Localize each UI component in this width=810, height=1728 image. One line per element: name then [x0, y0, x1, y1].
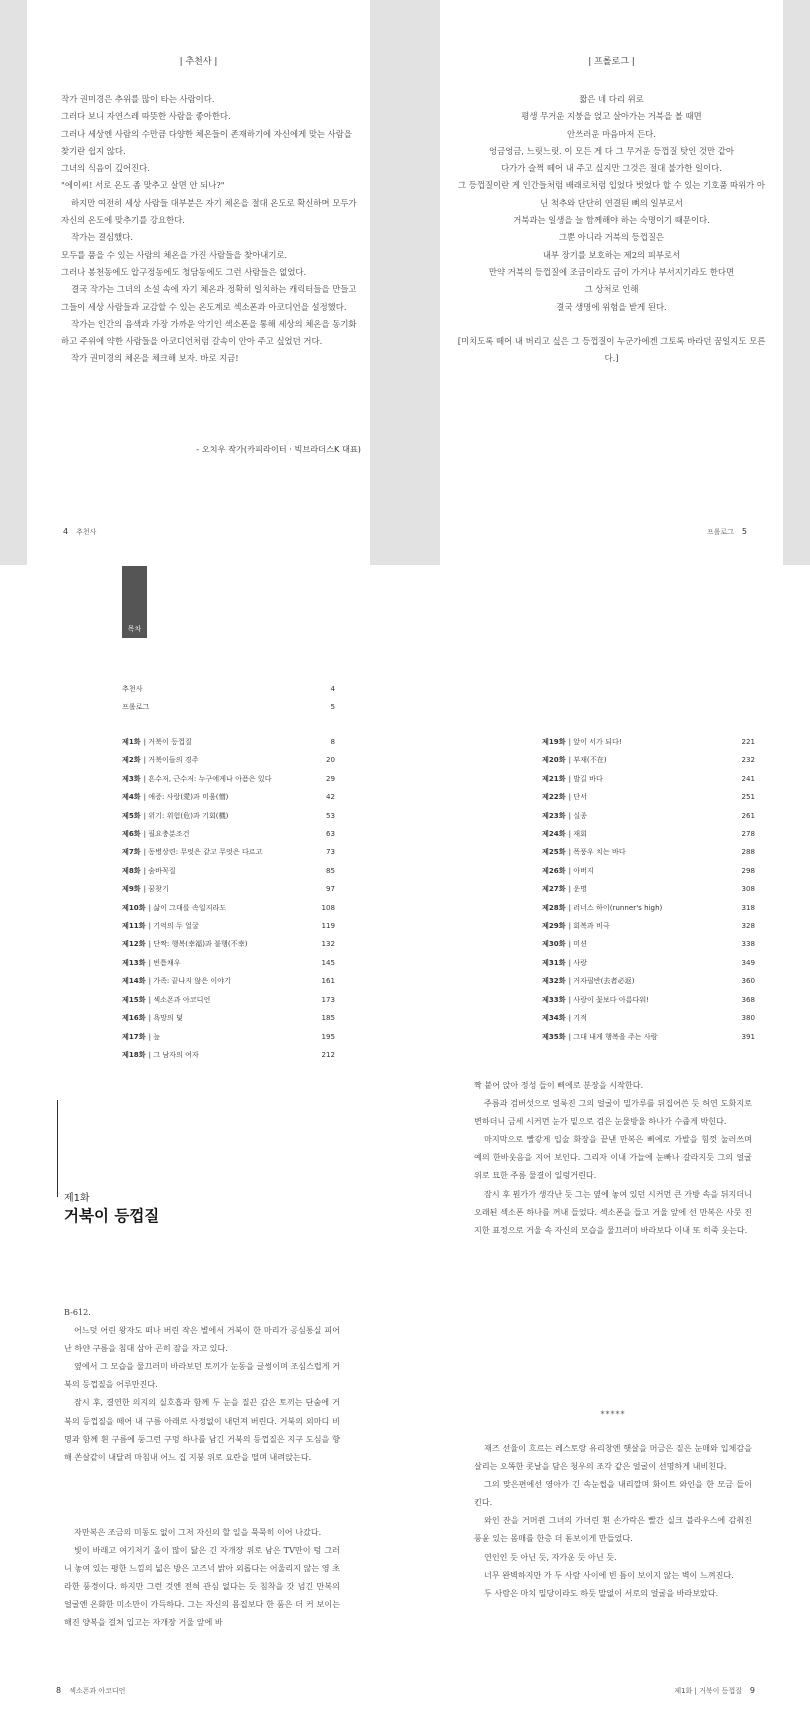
toc-page: 185 [321, 1013, 335, 1023]
toc-row[interactable] [542, 1009, 755, 1027]
toc-chapter-number: 제6화 [122, 829, 141, 839]
line: 결국 생명에 위험을 받게 된다. [556, 301, 667, 312]
toc-chapter-number: 제7화 [122, 847, 141, 857]
toc-row[interactable] [542, 751, 755, 769]
toc-page: 173 [321, 994, 335, 1004]
toc-chapter-number: 제35화 [542, 1031, 566, 1041]
running-head: 프롤로그 [706, 528, 734, 536]
toc-title [542, 991, 741, 1009]
toc-page: 145 [321, 957, 335, 967]
paragraph: 두 사람은 마치 밀당이라도 하듯 말없이 서로의 얼굴을 바라보았다. [484, 1587, 719, 1598]
toc-row[interactable] [122, 1028, 335, 1046]
paragraph: 작가 권미경은 추위를 많이 타는 사람이다. [61, 94, 215, 104]
toc-row[interactable] [542, 991, 755, 1009]
toc-chapter-title: | 흔수저, 근수저: 누구에게나 아픔은 있다 [143, 773, 272, 783]
paragraph: 그러나 세상엔 사람의 수만큼 다양한 체온들이 존재하기에 자신에게 맞는 사람을 찾기란 쉽지 않다. [61, 128, 352, 156]
toc-title [122, 788, 326, 806]
toc-row[interactable] [122, 935, 335, 953]
toc-title [122, 733, 330, 751]
toc-chapter-number: 제9화 [122, 884, 141, 894]
toc-chapter-number: 제4화 [122, 792, 141, 802]
toc-title [122, 935, 321, 953]
toc-row[interactable] [122, 825, 335, 843]
folio [674, 1686, 755, 1696]
toc-page: 42 [325, 792, 335, 802]
paragraph: 짝 붙어 앉아 정성 들이 삐에로 분장을 시작한다. [474, 1080, 644, 1090]
toc-title [122, 825, 326, 843]
toc-chapter-title: | 그대 내게 행복을 주는 사람 [568, 1031, 658, 1041]
toc-page: 97 [325, 884, 335, 894]
toc-title [122, 899, 321, 917]
toc-title: 추천사 [122, 684, 143, 693]
toc-chapter-number: 제24화 [542, 829, 566, 839]
toc-page: 232 [741, 755, 755, 765]
toc-chapter-title: | 기억의 두 얼굴 [148, 921, 199, 931]
toc-page: 195 [321, 1031, 335, 1041]
toc-chapter-number: 제10화 [122, 902, 146, 912]
toc-row[interactable] [542, 972, 755, 990]
toc-row[interactable] [542, 862, 755, 880]
toc-page: 318 [741, 902, 755, 912]
toc-row[interactable] [542, 788, 755, 806]
paragraph: 그녀의 식음이 깊어진다. [61, 163, 150, 174]
toc-chapter-number: 제21화 [542, 773, 566, 783]
toc-chapter-title: | 그 남자의 여자 [148, 1049, 199, 1059]
toc-row[interactable] [122, 1009, 335, 1027]
toc-chapter-title: | 사랑 [568, 957, 587, 967]
toc-title [122, 972, 321, 990]
paragraph: 어느덧 어린 왕자도 떠나 버린 작은 별에서 거북이 한 마리가 공심통실 피어난 하얀 구름을 침대 삼아 곤히 잠을 자고 있다. [64, 1325, 340, 1354]
toc-chapter-title: | 재회 [568, 829, 587, 839]
paragraph: 작가 권미경의 체온을 체크해 보자. 바로 지금! [71, 353, 239, 364]
toc-page: 360 [741, 976, 755, 986]
toc-row[interactable] [122, 899, 335, 917]
toc-row[interactable] [542, 954, 755, 972]
toc-chapter-title: | 거북이들의 경주 [143, 755, 199, 765]
toc-page: 85 [325, 865, 335, 875]
toc-row[interactable] [122, 1046, 335, 1064]
toc-row[interactable] [542, 917, 755, 935]
paragraph: 잠시 후, 결연한 의지의 실호흡과 함께 두 눈을 질끈 감은 토끼는 단숨에 거북의 등껍질을 떼어 내 구름 아래로 사정없이 내던져 버린다. 거북의 외마디 비명과 함께 흰 구름에 둥그런 구멍 하나를 남긴 거북의 등껍질은 지구 도심을 향해 쏜살같이 내달려 마침내 어느 집 지붕 위로 요란을 떨며 내려앉는다. [64, 1397, 340, 1462]
toc-row[interactable] [122, 788, 335, 806]
paragraph: 그러다 보니 자연스레 따뜻한 사람을 좋아한다. [61, 111, 231, 122]
toc-row[interactable] [122, 807, 335, 825]
toc-chapter-title: | 실종 [568, 810, 587, 820]
toc-row[interactable] [122, 917, 335, 935]
toc-title [542, 972, 741, 990]
toc-page: 349 [741, 957, 755, 967]
line: 짧은 네 다리 위로 [579, 94, 644, 104]
toc-page: 8 [330, 737, 335, 746]
toc-page: 221 [741, 737, 755, 746]
toc-page: 288 [741, 847, 755, 857]
toc-chapter-title: | 단서 [568, 792, 587, 802]
toc-page: 261 [741, 810, 755, 820]
toc-chapter-number: 제30화 [542, 939, 566, 949]
toc-title [542, 770, 741, 788]
toc-title [122, 770, 326, 788]
toc-row[interactable] [542, 899, 755, 917]
toc-page: 4 [330, 684, 335, 693]
toc-chapter-title: | 가족: 끝나지 않은 이야기 [148, 976, 231, 986]
toc-page: 119 [321, 921, 335, 931]
toc-row[interactable] [542, 935, 755, 953]
toc-chapter-title: | 필요충분조건 [143, 829, 190, 839]
toc-page: 328 [741, 921, 755, 931]
toc-title [122, 1028, 321, 1046]
prologue-body [455, 91, 768, 367]
toc-title [122, 1046, 321, 1064]
toc-title [542, 880, 741, 898]
paragraph: 너무 완벽하지만 가 두 사람 사이에 빈 틈이 보이지 않는 벽이 느껴진다. [484, 1569, 734, 1580]
paragraph: 재즈 선율이 흐르는 레스토랑 유리창엔 햇살을 머금은 짙은 눈매와 입체감을 살리는 오똑한 콧날을 담은 청우의 조각 같은 얼굴이 선명하게 내비친다. [474, 1443, 752, 1472]
toc-title [542, 788, 741, 806]
paragraph: 결국 작가는 그녀의 소설 속에 자기 체온과 정확히 일치하는 캐릭터들을 만들고 [71, 284, 357, 295]
chapter-body-block [474, 1439, 752, 1602]
toc-chapter-number: 제8화 [122, 865, 141, 875]
folio [55, 527, 96, 537]
paragraph: 자만복은 조금의 미동도 없이 그저 자신의 할 일을 묵묵히 이어 나갔다. [74, 1527, 322, 1537]
toc-row[interactable] [542, 733, 755, 751]
toc-title [122, 1009, 321, 1027]
toc-chapter-number: 제18화 [122, 1049, 146, 1059]
toc-title [542, 954, 741, 972]
toc-chapter-number: 제12화 [122, 939, 146, 949]
running-head: 제1화 | 거북이 등껍질 [674, 1687, 742, 1695]
toc-title [122, 751, 326, 769]
toc-page: 308 [741, 884, 755, 894]
toc-page: 108 [321, 902, 335, 912]
toc-page: 298 [741, 865, 755, 875]
line: 그 등껍질이란 게 인간들처럼 배래로처럼 입었다 벗었다 할 수 있는 기호품 따위가 아닌 척추와 단단히 연결된 뼈의 일부로서 [457, 180, 765, 208]
toc-page: 338 [741, 939, 755, 949]
toc-title [542, 751, 741, 769]
toc-chapter-title: | 아버지 [568, 865, 594, 875]
toc-row[interactable] [122, 751, 335, 769]
toc-chapter-title: | 발길 바다 [568, 773, 603, 783]
toc-title [542, 935, 741, 953]
toc-title [542, 917, 741, 935]
paragraph: 주름과 검버섯으로 얼룩진 그의 얼굴이 밀가루를 뒤집어쓴 듯 허연 도화지로 변하더니 금세 시커먼 눈가 밑으로 검은 눈물방울 하나가 수줍게 박힌다. [474, 1098, 752, 1127]
toc-title [122, 862, 326, 880]
paragraph: 그들이 세상 사람들과 교감할 수 있는 온도계로 섹소폰과 아코디언을 설정했다. [61, 301, 347, 312]
toc-chapter-number: 제14화 [122, 976, 146, 986]
recommendation-body [61, 91, 361, 368]
chapter-body-block [474, 1076, 752, 1239]
toc-title [542, 733, 741, 751]
toc-chapter-title: | 늪 [148, 1031, 161, 1041]
toc-row[interactable] [122, 698, 335, 716]
toc-label: 목차 [122, 566, 147, 638]
toc-chapter-title: | 꿈찾기 [143, 884, 169, 894]
page-recommendation [27, 0, 370, 565]
toc-row[interactable] [542, 843, 755, 861]
chapter-body-block [64, 1523, 340, 1632]
toc-title [542, 1009, 741, 1027]
toc-chapter-title: | 동병상련: 무엇은 같고 무엇은 다르고 [143, 847, 263, 857]
running-head: 추천사 [76, 528, 97, 536]
paragraph: 모두를 품을 수 있는 사람의 체온을 가진 사람들을 찾아내기로. [61, 249, 288, 260]
toc-chapter-number: 제11화 [122, 921, 146, 931]
line: 내부 장기를 보호하는 제2의 피부로서 [542, 249, 681, 260]
toc-page: 5 [330, 702, 335, 712]
paragraph: 빛이 바래고 여기저기 올이 많이 닳은 긴 자개장 위로 남은 TV만이 텅 그러니 놓여 있는 평한 느낌의 넓은 방은 고즈넉 밝아 외롭다는 어울리지 않는 영 초라한 풍경이다. 하지만 그런 것엔 전혀 관심 없다는 듯 침착을 갓 넘긴 만복의 얼굴엔 온화한 미소만이 가득하다. 그는 자신의 몸집보다 한 품은 더 커 보이는 해진 양복을 걸쳐 입고는 자개장 거울 앞에 바 [64, 1545, 340, 1628]
paragraph: 그러나 봉천동에도 압구정동에도 청담동에도 그런 사람들은 없었다. [61, 266, 307, 277]
toc-chapter-number: 제33화 [542, 994, 566, 1004]
toc-page: 368 [741, 994, 755, 1004]
toc-chapter-number: 제13화 [122, 957, 146, 967]
paragraph: 하지만 여전히 세상 사람들 대부분은 자기 체온을 절대 온도로 확신하며 모두가 자신의 온도에 맞추기를 강요한다. [61, 197, 357, 226]
line: 거북과는 일생을 늘 함께해야 하는 숙명이기 때문이다. [513, 215, 710, 226]
chapter-rule [57, 1100, 58, 1197]
toc-row[interactable] [122, 843, 335, 861]
toc-row[interactable] [122, 862, 335, 880]
toc-chapter-number: 제29화 [542, 921, 566, 931]
toc-chapter-title: | 기적 [568, 1013, 587, 1023]
toc-page: 380 [741, 1013, 755, 1023]
toc-chapter-number: 제23화 [542, 810, 566, 820]
toc-chapter-title: | 거북이 등껍질 [143, 737, 192, 746]
paragraph: 작가는 인간의 음색과 가장 가까운 악기인 섹소폰을 통해 세상의 체온을 동기화하고 주위에 약한 사람들을 아코디언처럼 갈속이 안아 주고 싶었던 거다. [61, 318, 357, 347]
toc-chapter-title: | 부재(不在) [568, 755, 607, 765]
toc-chapter-title: | 폭풍우 치는 바다 [568, 847, 626, 857]
toc-page: 251 [741, 792, 755, 802]
toc-chapter-number: 제31화 [542, 957, 566, 967]
toc-chapter-number: 제32화 [542, 976, 566, 986]
toc-chapter-number: 제20화 [542, 755, 566, 765]
toc-row[interactable] [122, 770, 335, 788]
toc-chapter-title: | 섹소폰과 아코디언 [148, 994, 211, 1004]
running-head: 섹소폰과 아코디언 [69, 1687, 126, 1695]
toc-chapter-number: 제15화 [122, 994, 146, 1004]
paragraph: 마지막으로 빨갛게 입술 화장을 끝낸 만복은 삐에로 가발을 힘껏 눌러쓰며 예의 한바웃음을 지어 보인다. 그리자 이내 가늘에 눈빠나 갈라지듯 그의 얼굴 위로 묘한 주름 물결이 일렁거린다. [474, 1134, 752, 1181]
paragraph: 그의 맞은편에선 영아가 긴 속눈썹을 내리깔며 화이트 와인을 한 모금 들이킨다. [474, 1479, 752, 1508]
toc-title [542, 1028, 741, 1046]
toc-chapter-number: 제2화 [122, 755, 141, 765]
page-number: 9 [749, 1686, 755, 1695]
toc-front [122, 680, 335, 717]
toc-page: 20 [325, 755, 335, 765]
page-number: 4 [63, 527, 69, 536]
line: 안쓰러운 마음마저 든다. [567, 128, 656, 139]
toc-title [122, 954, 321, 972]
toc-chapter-title: | 운명 [568, 884, 587, 894]
toc-chapter-number: 제27화 [542, 884, 566, 894]
toc-page: 29 [325, 773, 335, 783]
toc-chapter-title: | 미션 [568, 939, 587, 949]
section-separator: ***** [600, 1410, 626, 1419]
toc-chapter-number: 제28화 [542, 902, 566, 912]
signature: - 오치우 작가(카피라이터 · 빅브라더스K 대표) [196, 444, 361, 454]
chapter-body-block [64, 1303, 340, 1466]
toc-row[interactable] [122, 954, 335, 972]
toc-page: 241 [741, 773, 755, 783]
paragraph: B-612. [64, 1307, 91, 1317]
chapter-title: 거북이 등껍질 [64, 1207, 160, 1225]
page-prologue [440, 0, 783, 565]
toc-chapter-number: 제22화 [542, 792, 566, 802]
toc-chapter-number: 제19화 [542, 737, 566, 746]
line: 만약 거북의 등껍질에 조금이라도 금이 가거나 부서지기라도 한다면 [488, 266, 735, 277]
toc-chapter-title: | 회복과 비극 [568, 921, 610, 931]
toc-title [542, 899, 741, 917]
toc-chapter-title: | 앞이 서가 되다! [568, 737, 622, 746]
toc-title [122, 991, 321, 1009]
toc-chapter-number: 제5화 [122, 810, 141, 820]
toc-chapter-title: | 러너스 하이(runner's high) [568, 902, 663, 912]
toc-page: 73 [325, 847, 335, 857]
toc-page: 212 [321, 1049, 335, 1059]
toc-chapter-title: | 숨바꼭질 [143, 865, 176, 875]
paragraph: 옆에서 그 모습을 물끄러미 바라보던 토끼가 눈동을 글썽이며 조심스럽게 거북의 등껍질을 어루만진다. [64, 1361, 340, 1390]
paragraph: 잠시 후 뭔가가 생각난 듯 그는 옆에 놓여 있던 시커먼 큰 가방 속을 뒤지더니 오래된 섹소폰 하나를 꺼내 들었다. 섹소폰을 들고 거울 앞에 선 만복은 사뭇 진지한 표정으로 거울 속 자신의 모습을 물끄러미 바라보다 이내 또 히죽 웃는다. [474, 1188, 753, 1235]
toc-row[interactable] [122, 991, 335, 1009]
toc-row[interactable] [122, 880, 335, 898]
line: 평생 무거운 지붕을 얹고 살아가는 거북을 볼 때면 [521, 111, 702, 122]
toc-chapter-title: | 빈틈채우 [148, 957, 181, 967]
toc-chapter-title: | 단짝: 행복(幸福)과 불행(不幸) [148, 939, 248, 949]
folio [56, 1686, 125, 1696]
toc-title [542, 825, 741, 843]
toc-row[interactable] [542, 880, 755, 898]
toc-row[interactable] [122, 680, 335, 698]
toc-row[interactable] [542, 1028, 755, 1046]
toc-chapter-number: 제17화 [122, 1031, 146, 1041]
toc-title [542, 862, 741, 880]
toc-page: 53 [325, 810, 335, 820]
toc-chapter-title: | 애증: 사랑(愛)과 미움(憎) [143, 792, 229, 802]
toc-title [542, 807, 741, 825]
toc-row[interactable] [542, 807, 755, 825]
page-number: 5 [741, 527, 747, 536]
toc-page: 391 [741, 1031, 755, 1041]
toc-chapter-title: | 욕망의 덫 [148, 1013, 183, 1023]
paragraph: "에이씨! 서로 온도 좀 맞추고 살면 안 되나?" [61, 180, 225, 191]
toc-chapter-title: | 사랑이 꽃보다 아름다워! [568, 994, 650, 1004]
toc-chapter-number: 제34화 [542, 1013, 566, 1023]
toc-chapter-title: | 삶이 그대를 속일지라도 [148, 902, 227, 912]
toc-title: 프롤로그 [122, 702, 150, 712]
toc-page: 278 [741, 829, 755, 839]
toc-page: 63 [325, 829, 335, 839]
closing-quote: [미치도록 떼어 내 버리고 싶은 그 등껍질이 누군가에겐 그토록 바라던 꿈일지도 모른다.] [457, 335, 766, 364]
line: 그 상처로 인해 [584, 284, 639, 295]
toc-title [122, 880, 326, 898]
toc-row[interactable] [542, 825, 755, 843]
toc-chapter-title: | 위기: 위험(危)과 기회(機) [143, 810, 229, 820]
line: 그뿐 아니라 거북의 등껍질은 [558, 232, 665, 243]
paragraph: 작가는 결심했다. [71, 232, 133, 243]
toc-title [122, 917, 321, 935]
toc-chapter-number: 제3화 [122, 773, 141, 783]
toc-chapter-number: 제26화 [542, 865, 566, 875]
toc-chapter-title: | 거자필반(去者必返) [568, 976, 635, 986]
page-heading: | 추천사 | [179, 57, 218, 67]
toc-title [122, 843, 326, 861]
toc-left-column [122, 733, 335, 1064]
folio [707, 527, 755, 537]
toc-row[interactable] [122, 972, 335, 990]
toc-chapter-number: 제16화 [122, 1013, 146, 1023]
toc-title [542, 843, 741, 861]
chapter-label: 제1화 [64, 1193, 90, 1204]
toc-page: 161 [321, 976, 335, 986]
paragraph: 와인 잔을 거머쥔 그녀의 가녀린 흰 손가락은 빨간 실크 블라우스에 감춰진 풍윤 있는 몸매를 한층 더 돋보이게 만들었다. [474, 1515, 752, 1544]
toc-row[interactable] [542, 770, 755, 788]
page-number: 8 [56, 1686, 62, 1695]
toc-page: 132 [321, 939, 335, 949]
line: 엉금엉금, 느릿느릿. 이 모든 게 다 그 무거운 등껍질 탓인 것만 같아 [489, 145, 734, 156]
toc-right-column [542, 733, 755, 1046]
paragraph: 연인인 듯 아닌 듯, 자가운 듯 아닌 듯. [484, 1551, 617, 1562]
toc-chapter-number: 제1화 [122, 737, 141, 746]
toc-title [122, 807, 326, 825]
toc-row[interactable] [122, 733, 335, 751]
page-heading: | 프롤로그 | [588, 57, 635, 67]
toc-chapter-number: 제25화 [542, 847, 566, 857]
line: 다가가 슬쩍 떼어 내 주고 싶지만 그것은 절대 불가한 일이다. [501, 163, 722, 174]
